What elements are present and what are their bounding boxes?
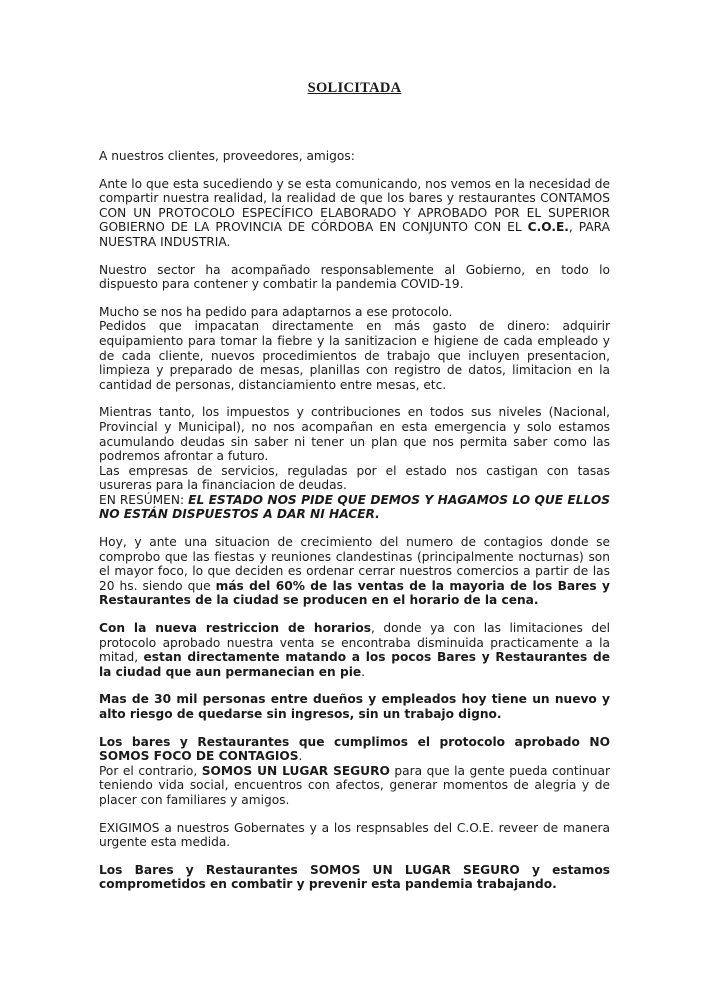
text-run: EN RESÚMEN:: [99, 492, 189, 507]
paragraph-protocolo: [99, 177, 610, 250]
paragraph-no-foco: [99, 735, 610, 764]
text-run-bold: Los Bares y Restaurantes SOMOS UN LUGAR SEGURO y estamos comprometidos en combatir y prevenir esta pandemia trabajando.: [99, 862, 610, 892]
paragraph-restriccion: [99, 621, 610, 679]
paragraph-lugar-seguro: [99, 764, 610, 808]
paragraph-acompanado: [99, 263, 610, 292]
paragraph-list: [99, 149, 610, 892]
paragraph-cierre: [99, 863, 610, 892]
paragraph-servicios: [99, 464, 610, 493]
text-run: EXIGIMOS a nuestros Gobernates y a los respnsables del C.O.E. reveer de manera urgente esta medida.: [99, 820, 610, 850]
text-run-bold: Con la nueva restriccion de horarios: [99, 621, 371, 636]
text-run: Ante lo que esta sucediendo y se esta comunicando, nos vemos en la necesidad de compartir nuestra realidad, la realidad de que los bares y restaurantes CONTAMOS CON UN PROTOCOLO ESPECÍFICO ELABORADO Y APROBADO POR EL SUPERIOR GOBIERNO DE LA PROVINCIA DE CÓRDOBA EN CONJUNTO CON EL: [99, 176, 610, 235]
document-body: [99, 80, 610, 892]
text-run-bold: estan directamente matando a los pocos Bares y Restaurantes de la ciudad que aun permanecian en pie: [99, 650, 610, 679]
paragraph-pedidos-impacto: [99, 319, 610, 392]
text-run: Por el contrario,: [99, 763, 202, 778]
paragraph-mucho-pedido: [99, 305, 610, 320]
text-run-bold: Los bares y Restaurantes que cumplimos el protocolo aprobado NO SOMOS FOCO DE CONTAGIOS: [99, 734, 610, 764]
text-run: Las empresas de servicios, reguladas por el estado nos castigan con tasas usureras para la financiacion de deudas.: [99, 463, 610, 493]
text-run: , PARA NUESTRA INDUSTRIA.: [99, 220, 610, 249]
text-run: para que la gente pueda continuar teniendo vida social, encuentros con afectos, generar momentos de alegria y de placer con familiares y amigos.: [99, 763, 610, 807]
text-run-bold: Mas de 30 mil personas entre dueños y empleados hoy tiene un nuevo y alto riesgo de quedarse sin ingresos, sin un trabajo digno.: [99, 692, 610, 721]
page-title: SOLICITADA: [307, 80, 402, 96]
text-run: Mientras tanto, los impuestos y contribuciones en todos sus niveles (Nacional, Provincial y Municipal), no nos acompañan en esta emergencia y solo estamos acumulando deudas sin saber ni tener un plan que nos permita saber como las podremos afrontar a futuro.: [99, 405, 610, 464]
text-run: Hoy, y ante una situacion de crecimiento del numero de contagios donde se comprobo que las fiestas y reuniones clandestinas (principalmente nocturnas) son el mayor foco, lo que deciden es ordenar cerrar nuestros comercios a partir de las 20 hs. siendo que: [99, 535, 610, 593]
text-run: , donde ya con las limitaciones del protocolo aprobado nuestra venta se encontraba disminuida practicamente a la mitad,: [99, 621, 610, 665]
paragraph-exigimos: [99, 821, 610, 850]
paragraph-impuestos: [99, 405, 610, 463]
title-spacer: [99, 96, 610, 136]
paragraph-treinta-mil: [99, 692, 610, 721]
paragraph-resumen: [99, 493, 610, 522]
text-run: A nuestros clientes, proveedores, amigos:: [99, 149, 355, 163]
text-run-bold: más del 60% de las ventas de la mayoria de los Bares y Restaurantes de la ciudad se producen en el horario de la cena.: [99, 578, 610, 608]
text-run: Pedidos que impacatan directamente en más gasto de dinero: adquirir equipamiento para tomar la fiebre y la sanitizacion e higiene de cada empleado y de cada cliente, nuevos procedimientos de trabajo que incluyen presentacion, limpieza y preparado de mesas, planillas con registro de datos, limitacion en la cantidad de personas, distanciamiento entre mesas, etc.: [99, 319, 610, 392]
text-run-bold: C.O.E.: [527, 220, 569, 235]
text-run: Mucho se nos ha pedido para adaptarnos a ese protocolo.: [99, 304, 453, 319]
text-run-bold: SOMOS UN LUGAR SEGURO: [201, 763, 390, 778]
text-run: Nuestro sector ha acompañado responsablemente al Gobierno, en todo lo dispuesto para contener y combatir la pandemia COVID-19.: [99, 262, 610, 292]
text-run-bold-italic: EL ESTADO NOS PIDE QUE DEMOS Y HAGAMOS LO QUE ELLOS NO ESTÁN DISPUESTOS A DAR NI HACER.: [99, 492, 610, 522]
text-run: .: [298, 749, 303, 764]
text-run: .: [361, 664, 366, 679]
paragraph-contagios: [99, 535, 610, 608]
paragraph-greeting: [99, 149, 610, 164]
